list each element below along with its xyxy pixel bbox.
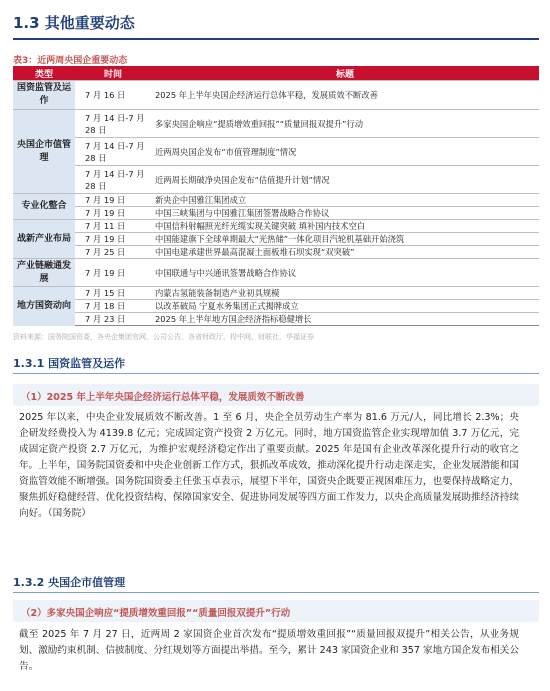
table-row	[13, 194, 539, 207]
header-type: 类型	[13, 66, 75, 81]
category-cell: 战新产业布局	[13, 220, 75, 259]
paragraph-1: 2025 年以来，中央企业发展质效不断改善。1 至 6 月，央企全员劳动生产率为 81.6 万元/人，同比增长 2.3%；央企研发经费投入为 4139.8 亿元；完成固定资产投资 2 万亿元。同时，地方国资监管企业实现增加值 3.7 万亿元，完成固定资产投资 2.7 万亿元，为维护宏观经济稳定作出了重要贡献。2025 年是国有企业改革深化提升行动的收官之年。上半年，国务院国资委和中央企业创新工作方式，狠抓改革成效，推动深化提升行动走深走实，企业发展潜能和国资监管效能不断增强。国务院国资委主任张玉卓表示，展望下半年，国资央企既要正视困难压力，也要保持战略定力，聚焦抓好稳健经营、优化投资结构、保障国家安全、促进协同发展等四方面工作发力，以央企高质量发展助推经济持续向好。（国务院）	[19, 412, 519, 519]
category-cell: 国资监管及运作	[13, 81, 75, 110]
table-row	[13, 313, 539, 326]
table-row	[13, 110, 539, 138]
title-cell: 中国信科射幅照光纤光缆实现关键突破 填补国内技术空白	[151, 220, 539, 233]
table-row	[13, 259, 539, 287]
title-cell: 中国电建承建世界最高混凝土面板堆石坝实现“双突破”	[151, 246, 539, 259]
paragraph-2: 截至 2025 年 7 月 27 日，近两周 2 家国资企业首次发布“提质增效重回报”“质量回报双提升”相关公告，从业务规划、激励约束机制、信披制度、分红规划等方面提出举措。至今，累计 243 家国资企业和 357 家地方国企发布相关公告。	[19, 629, 519, 672]
subsection-divider-1	[13, 373, 539, 374]
time-cell: 7 月 19 日	[75, 233, 151, 246]
title-cell: 内蒙古氢能装备制造产业初具规模	[151, 287, 539, 300]
title-cell: 2025 年上半年地方国企经济指标稳健增长	[151, 313, 539, 326]
table-row	[13, 138, 539, 166]
time-cell: 7 月 25 日	[75, 246, 151, 259]
title-cell: 以改革破局 宁夏水务集团正式揭牌成立	[151, 300, 539, 313]
time-cell: 7 月 11 日	[75, 220, 151, 233]
title-cell: 中国三峡集团与中国雅江集团签署战略合作协议	[151, 207, 539, 220]
category-cell: 地方国资动向	[13, 287, 75, 326]
subsection-title-2: 1.3.2 央国企市值管理	[13, 576, 126, 589]
time-cell: 7 月 23 日	[75, 313, 151, 326]
category-cell: 专业化整合	[13, 194, 75, 220]
item-title-2: （2）多家央国企响应“提质增效重回报”“质量回报双提升”行动	[21, 608, 291, 619]
time-cell: 7 月 14 日-7 月 28 日	[75, 166, 151, 194]
title-cell: 中国能建旗下全球单期最大“光热储”一体化项目汽轮机基础开始浇筑	[151, 233, 539, 246]
time-cell: 7 月 14 日-7 月 28 日	[75, 138, 151, 166]
header-title: 标题	[151, 66, 539, 81]
table-header-row	[13, 66, 539, 81]
table-row	[13, 166, 539, 194]
table-row	[13, 287, 539, 300]
title-cell: 中国联通与中兴通讯签署战略合作协议	[151, 259, 539, 287]
table-row	[13, 220, 539, 233]
title-cell: 近两周央国企发布“市值管理制度”情况	[151, 138, 539, 166]
time-cell: 7 月 19 日	[75, 259, 151, 287]
subsection-divider-2	[13, 592, 539, 593]
time-cell: 7 月 15 日	[75, 287, 151, 300]
title-cell: 多家央国企响应“提质增效重回报”“质量回报双提升”行动	[151, 110, 539, 138]
time-cell: 7 月 19 日	[75, 207, 151, 220]
time-cell: 7 月 16 日	[75, 81, 151, 110]
table-row	[13, 300, 539, 313]
table-source: 资料来源：国务院国资委，各央企集团官网，公司公告，各省财政厅，投中网，财联社，华福证券	[13, 333, 314, 341]
item-title-bar-1	[13, 384, 539, 406]
section-title: 1.3 其他重要动态	[13, 14, 135, 32]
category-cell: 产业链融通发展	[13, 259, 75, 287]
item-title-1: （1）2025 年上半年央国企经济运行总体平稳，发展质效不断改善	[21, 392, 305, 403]
time-cell: 7 月 14 日-7 月 28 日	[75, 110, 151, 138]
table-row	[13, 233, 539, 246]
dynamics-table	[13, 66, 539, 326]
title-cell: 新央企中国雅江集团成立	[151, 194, 539, 207]
section-divider	[13, 38, 539, 40]
table-caption: 表3：近两周央国企重要动态	[13, 56, 128, 66]
table-row	[13, 207, 539, 220]
item-title-bar-2	[13, 600, 539, 622]
header-time: 时间	[75, 66, 151, 81]
time-cell: 7 月 19 日	[75, 194, 151, 207]
title-cell: 近两周长期破净央国企发布“估值提升计划”情况	[151, 166, 539, 194]
title-cell: 2025 年上半年央国企经济运行总体平稳，发展质效不断改善	[151, 81, 539, 110]
time-cell: 7 月 18 日	[75, 300, 151, 313]
table-row	[13, 246, 539, 259]
table-row	[13, 81, 539, 110]
category-cell: 央国企市值管理	[13, 110, 75, 194]
subsection-title-1: 1.3.1 国资监管及运作	[13, 357, 126, 370]
